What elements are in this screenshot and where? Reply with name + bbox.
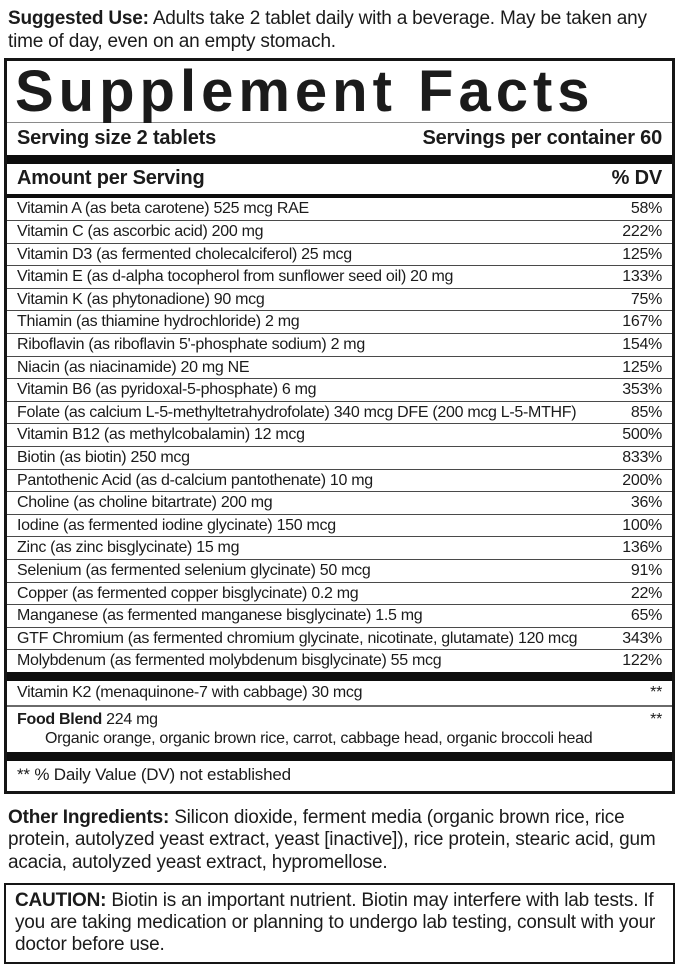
food-blend-dv: ** <box>650 710 662 728</box>
food-blend-line <box>17 710 662 729</box>
nutrient-row <box>7 491 672 514</box>
amount-header-row <box>7 164 672 194</box>
nutrient-name: Pantothenic Acid (as d-calcium pantothenate) 10 mg <box>17 471 373 489</box>
nutrient-name: Vitamin K (as phytonadione) 90 mcg <box>17 290 265 308</box>
nutrient-dv: 133% <box>622 268 662 286</box>
divider-thick-middle <box>7 672 672 681</box>
food-blend-name <box>17 710 158 729</box>
nutrient-dv: 122% <box>622 652 662 670</box>
nutrient-name: Folate (as calcium L-5-methyltetrahydrofolate) 340 mcg DFE (200 mcg L-5-MTHF) <box>17 403 577 421</box>
vitamin-k2-row <box>7 681 672 707</box>
other-ingredients-label: Other Ingredients: <box>8 806 170 828</box>
nutrient-dv: 154% <box>622 336 662 354</box>
divider-thick-top <box>7 155 672 164</box>
nutrient-row <box>7 469 672 492</box>
nutrient-row <box>7 220 672 243</box>
divider-thick-bottom <box>7 752 672 761</box>
nutrient-row <box>7 559 672 582</box>
caution-label: CAUTION: <box>15 890 107 912</box>
suggested-use-text: Adults take 2 tablet daily with a beverage. May be taken any time of day, even on an empty stomach. <box>8 8 647 52</box>
nutrient-dv: 65% <box>630 607 662 625</box>
panel-title: Supplement Facts <box>7 61 672 123</box>
nutrient-row <box>7 582 672 605</box>
nutrient-row <box>7 649 672 672</box>
nutrient-dv: 343% <box>622 629 662 647</box>
nutrient-dv: 833% <box>622 448 662 466</box>
servings-per-container: Servings per container 60 <box>422 126 662 149</box>
caution-box <box>4 883 675 964</box>
nutrient-name: Vitamin K2 (menaquinone-7 with cabbage) 30 mcg <box>17 683 363 701</box>
nutrient-row <box>7 536 672 559</box>
nutrient-dv: 36% <box>630 494 662 512</box>
caution-text: Biotin is an important nutrient. Biotin may interfere with lab tests. If you are taking medication or planning to undergo lab testing, consult with your doctor before use. <box>15 890 656 955</box>
nutrient-name: Vitamin C (as ascorbic acid) 200 mg <box>17 223 264 241</box>
nutrient-row <box>7 198 672 220</box>
amount-per-serving-label: Amount per Serving <box>17 166 205 189</box>
nutrient-dv: 500% <box>622 426 662 444</box>
nutrient-name: Vitamin A (as beta carotene) 525 mcg RAE <box>17 200 309 218</box>
food-blend-row <box>7 707 672 752</box>
nutrient-name: GTF Chromium (as fermented chromium glycinate, nicotinate, glutamate) 120 mcg <box>17 629 578 647</box>
nutrient-name: Biotin (as biotin) 250 mcg <box>17 448 190 466</box>
nutrient-dv: ** <box>650 683 662 701</box>
nutrient-dv: 75% <box>630 290 662 308</box>
nutrient-name: Choline (as choline bitartrate) 200 mg <box>17 494 273 512</box>
other-ingredients-text: Silicon dioxide, ferment media (organic brown rice, rice protein, autolyzed yeast extract, yeast [inactive]), rice protein, stearic acid, gum acacia, autolyzed yeast extract, hypromellose. <box>8 806 656 873</box>
nutrient-name: Manganese (as fermented manganese bisglycinate) 1.5 mg <box>17 607 423 625</box>
nutrient-row <box>7 604 672 627</box>
nutrient-dv: 222% <box>622 223 662 241</box>
nutrient-dv: 58% <box>630 200 662 218</box>
nutrient-name: Iodine (as fermented iodine glycinate) 150 mcg <box>17 516 336 534</box>
nutrient-row <box>7 378 672 401</box>
nutrient-name: Vitamin B12 (as methylcobalamin) 12 mcg <box>17 426 305 444</box>
nutrient-name: Copper (as fermented copper bisglycinate) 0.2 mg <box>17 584 359 602</box>
nutrient-row <box>7 243 672 266</box>
dv-footnote: ** % Daily Value (DV) not established <box>17 764 291 784</box>
nutrient-row <box>7 446 672 469</box>
food-blend-label: Food Blend <box>17 710 102 728</box>
nutrient-dv: 125% <box>622 358 662 376</box>
nutrient-dv: 22% <box>630 584 662 602</box>
nutrient-dv: 100% <box>622 516 662 534</box>
nutrient-name: Vitamin E (as d-alpha tocopherol from sunflower seed oil) 20 mg <box>17 268 454 286</box>
food-blend-amount: 224 mg <box>102 710 158 728</box>
serving-info-row <box>7 123 672 155</box>
nutrient-row <box>7 310 672 333</box>
nutrient-dv: 353% <box>622 381 662 399</box>
nutrient-name: Zinc (as zinc bisglycinate) 15 mg <box>17 539 240 557</box>
nutrient-dv: 125% <box>622 245 662 263</box>
nutrient-name: Selenium (as fermented selenium glycinate) 50 mcg <box>17 561 371 579</box>
nutrient-dv: 136% <box>622 539 662 557</box>
supplement-facts-panel <box>4 58 675 794</box>
dv-column-label: % DV <box>611 166 662 189</box>
nutrient-name: Niacin (as niacinamide) 20 mg NE <box>17 358 250 376</box>
nutrient-name: Riboflavin (as riboflavin 5'-phosphate sodium) 2 mg <box>17 336 365 354</box>
nutrient-row <box>7 265 672 288</box>
nutrient-rows <box>7 198 672 671</box>
nutrient-dv: 167% <box>622 313 662 331</box>
nutrient-row <box>7 288 672 311</box>
nutrient-dv: 85% <box>630 403 662 421</box>
serving-size: Serving size 2 tablets <box>17 126 217 149</box>
nutrient-name: Molybdenum (as fermented molybdenum bisglycinate) 55 mcg <box>17 652 442 670</box>
nutrient-name: Vitamin B6 (as pyridoxal-5-phosphate) 6 mg <box>17 381 317 399</box>
nutrient-row <box>7 356 672 379</box>
nutrient-row <box>7 423 672 446</box>
nutrient-dv: 91% <box>630 561 662 579</box>
nutrient-row <box>7 401 672 424</box>
nutrient-row <box>7 627 672 650</box>
nutrient-dv: 200% <box>622 471 662 489</box>
nutrient-name: Thiamin (as thiamine hydrochloride) 2 mg <box>17 313 300 331</box>
food-blend-ingredients: Organic orange, organic brown rice, carrot, cabbage head, organic broccoli head <box>45 729 593 747</box>
suggested-use-section <box>0 0 679 54</box>
suggested-use-label: Suggested Use: <box>8 8 149 29</box>
other-ingredients-section <box>8 807 669 874</box>
nutrient-row <box>7 514 672 537</box>
nutrient-name: Vitamin D3 (as fermented cholecalciferol) 25 mcg <box>17 245 352 263</box>
nutrient-row <box>7 333 672 356</box>
